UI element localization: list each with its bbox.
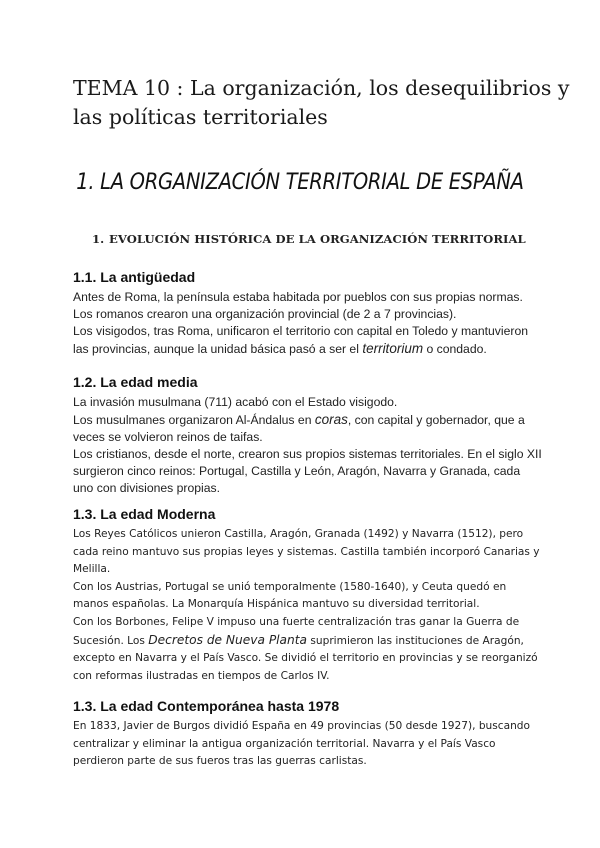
section-edad-moderna xyxy=(73,505,543,685)
paragraph-text: o condado. xyxy=(423,342,487,356)
sub-heading-number: 1. xyxy=(92,232,105,246)
italic-term: Decretos de Nueva Planta xyxy=(148,632,307,647)
paragraph xyxy=(73,614,543,685)
italic-term: coras xyxy=(314,412,348,427)
paragraph xyxy=(73,323,543,358)
sub-heading xyxy=(92,232,562,246)
italic-term: territorium xyxy=(362,341,424,356)
paragraph: En 1833, Javier de Burgos dividió España en 49 provincias (50 desde 1927), buscando centralizar y eliminar la antigua organización territorial. Navarra y el País Vasco perdieron parte de sus fueros tras las guerras carlistas. xyxy=(73,720,531,768)
section-heading: 1. LA ORGANIZACIÓN TERRITORIAL DE ESPAÑA xyxy=(76,168,524,195)
paragraph: La invasión musulmana (711) acabó con el Estado visigodo. xyxy=(73,395,398,409)
paragraph-text: Los visigodos, tras Roma, unificaron el territorio con capital en Toledo y mantuvieron las provincias, aunque la unidad básica pasó a ser el xyxy=(73,324,529,356)
paragraph: Con los Austrias, Portugal se unió temporalmente (1580-1640), y Ceuta quedó en manos españolas. La Monarquía Hispánica mantuvo su diversidad territorial. xyxy=(73,580,507,611)
section-antiguedad-heading: 1.1. La antigüedad xyxy=(73,269,196,285)
paragraph-text: , con capital y gobernador, que a veces se volvieron reinos de taifas. xyxy=(73,413,525,444)
paragraph: Los Reyes Católicos unieron Castilla, Aragón, Granada (1492) y Navarra (1512), pero cada reino mantuvo sus propias leyes y sistemas. Castilla también incorporó Canarias y Melilla. xyxy=(73,528,540,576)
section-contemporanea-heading: 1.3. La edad Contemporánea hasta 1978 xyxy=(73,698,340,714)
section-contemporanea xyxy=(73,697,543,771)
paragraph-text: Los musulmanes organizaron Al-Ándalus en xyxy=(73,413,315,427)
paragraph-text: suprimieron las instituciones de Aragón, excepto en Navarra y el País Vasco. Se dividió el territorio en provincias y se reorganizó con reformas ilustradas en tiempos de Carlos IV. xyxy=(73,634,538,682)
section-edad-moderna-heading: 1.3. La edad Moderna xyxy=(73,506,216,522)
document-title: TEMA 10 : La organización, los desequilibrios y las políticas territoriales xyxy=(73,76,570,129)
section-edad-media xyxy=(73,373,543,497)
paragraph xyxy=(73,411,543,446)
paragraph: Los romanos crearon una organización provincial (de 2 a 7 provincias). xyxy=(73,307,457,321)
sub-heading-text: EVOLUCIÓN HISTÓRICA DE LA ORGANIZACIÓN TERRITORIAL xyxy=(109,232,526,246)
section-antiguedad xyxy=(73,268,543,358)
paragraph: Antes de Roma, la península estaba habitada por pueblos con sus propias normas. xyxy=(73,290,523,304)
paragraph: Los cristianos, desde el norte, crearon sus propios sistemas territoriales. En el siglo XII surgieron cinco reinos: Portugal, Castilla y León, Aragón, Navarra y Granada, cada uno con divisiones propias. xyxy=(73,447,542,495)
paragraph-text: Con los Borbones, Felipe V impuso una fuerte centralización tras ganar la Guerra de Sucesión. Los xyxy=(73,615,520,647)
section-edad-media-heading: 1.2. La edad media xyxy=(73,374,198,390)
